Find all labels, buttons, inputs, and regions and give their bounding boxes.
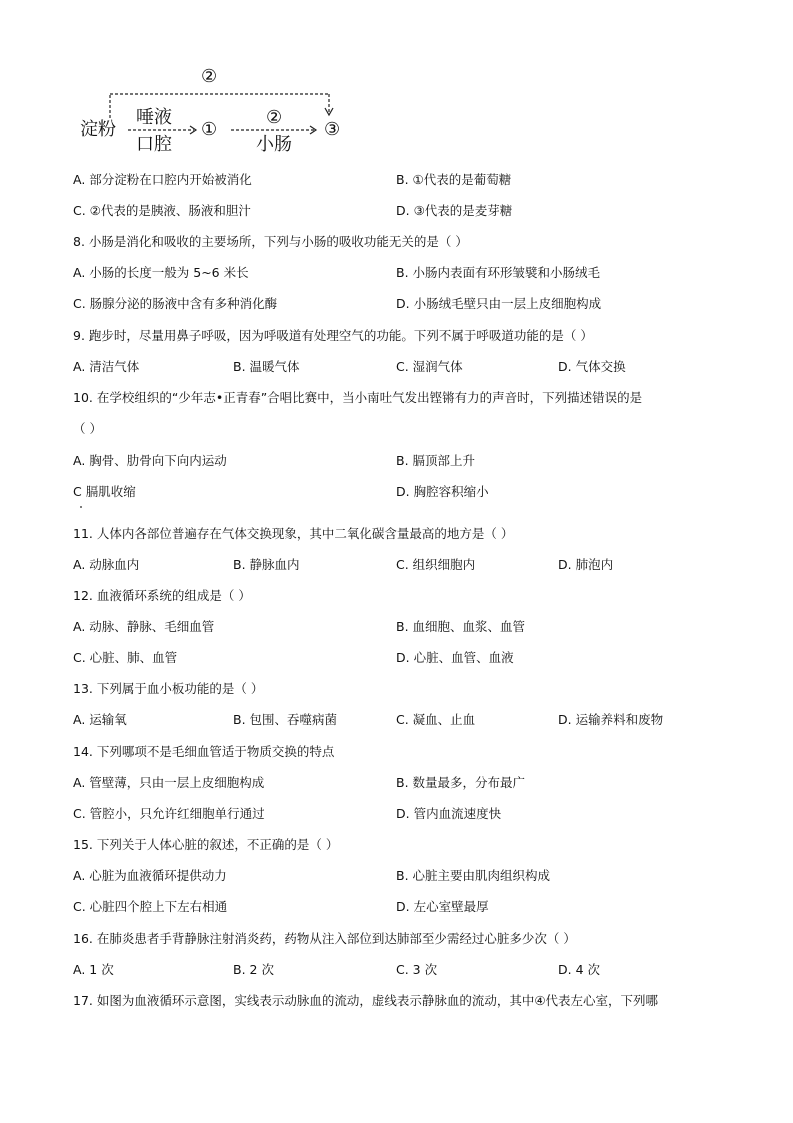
q16-option-a: A. 1 次 (73, 962, 114, 977)
q11-option-b: B. 静脉血内 (233, 557, 300, 572)
q7-option-d: D. ③代表的是麦芽糖 (396, 203, 513, 218)
print-dot (80, 506, 82, 508)
q14-option-a: A. 管壁薄，只由一层上皮细胞构成 (73, 775, 265, 790)
diagram-small-intestine: 小肠 (256, 134, 292, 155)
q10-option-a: A. 胸骨、肋骨向下向内运动 (73, 453, 227, 468)
q15-option-a: A. 心脏为血液循环提供动力 (73, 868, 227, 883)
q16-stem: 16. 在肺炎患者手背静脉注射消炎药，药物从注入部位到达肺部至少需经过心脏多少次（ ） (73, 931, 576, 946)
diagram-starch: 淀粉 (80, 119, 116, 140)
q8-option-a: A. 小肠的长度一般为 5~6 米长 (73, 265, 249, 280)
diagram-middle-label: ② (266, 107, 283, 128)
q7-option-b: B. ①代表的是葡萄糖 (396, 172, 512, 187)
q12-option-d: D. 心脏、血管、血液 (396, 650, 514, 665)
q14-option-b: B. 数量最多，分布最广 (396, 775, 526, 790)
q11-option-a: A. 动脉血内 (73, 557, 140, 572)
q8-option-c: C. 肠腺分泌的肠液中含有多种消化酶 (73, 296, 278, 311)
q15-stem: 15. 下列关于人体心脏的叙述，不正确的是（ ） (73, 837, 339, 852)
q13-option-c: C. 凝血、止血 (396, 712, 476, 727)
q12-option-b: B. 血细胞、血浆、血管 (396, 619, 526, 634)
diagram-node-3: ③ (324, 119, 341, 140)
q7-option-a: A. 部分淀粉在口腔内开始被消化 (73, 172, 252, 187)
q15-option-d: D. 左心室壁最厚 (396, 899, 489, 914)
q14-option-c: C. 管腔小，只允许红细胞单行通过 (73, 806, 265, 821)
q12-option-a: A. 动脉、静脉、毛细血管 (73, 619, 215, 634)
q17-stem: 17. 如图为血液循环示意图，实线表示动脉血的流动，虚线表示静脉血的流动，其中④代表左心室，下列哪 (73, 993, 659, 1008)
q9-option-d: D. 气体交换 (558, 359, 626, 374)
q16-option-c: C. 3 次 (396, 962, 438, 977)
q8-option-d: D. 小肠绒毛壁只由一层上皮细胞构成 (396, 296, 602, 311)
q13-option-d: D. 运输养料和废物 (558, 712, 664, 727)
q8-option-b: B. 小肠内表面有环形皱襞和小肠绒毛 (396, 265, 601, 280)
digestion-diagram (76, 64, 366, 164)
q8-stem: 8. 小肠是消化和吸收的主要场所，下列与小肠的吸收功能无关的是（ ） (73, 234, 468, 249)
q7-option-c: C. ②代表的是胰液、肠液和胆汁 (73, 203, 251, 218)
q12-stem: 12. 血液循环系统的组成是（ ） (73, 588, 251, 603)
q10-option-b: B. 膈顶部上升 (396, 453, 476, 468)
q15-option-b: B. 心脏主要由肌肉组织构成 (396, 868, 551, 883)
q13-option-b: B. 包围、吞噬病菌 (233, 712, 338, 727)
q12-option-c: C. 心脏、肺、血管 (73, 650, 178, 665)
q15-option-c: C. 心脏四个腔上下左右相通 (73, 899, 228, 914)
q11-option-d: D. 肺泡内 (558, 557, 614, 572)
q9-option-a: A. 清洁气体 (73, 359, 140, 374)
diagram-saliva: 唾液 (136, 107, 172, 128)
q16-option-d: D. 4 次 (558, 962, 600, 977)
q14-stem: 14. 下列哪项不是毛细血管适于物质交换的特点 (73, 744, 335, 759)
q11-stem: 11. 人体内各部位普遍存在气体交换现象，其中二氧化碳含量最高的地方是（ ） (73, 526, 514, 541)
q10-stem: 10. 在学校组织的“少年志•正青春”合唱比赛中，当小南吐气发出铿锵有力的声音时，下列描述错误的是 (73, 390, 643, 405)
q13-stem: 13. 下列属于血小板功能的是（ ） (73, 681, 264, 696)
diagram-arrows (76, 64, 366, 164)
q10-stem-bracket: （ ） (73, 421, 102, 436)
diagram-top-label: ② (201, 66, 218, 87)
diagram-mouth: 口腔 (136, 134, 172, 155)
q9-stem: 9. 跑步时，尽量用鼻子呼吸，因为呼吸道有处理空气的功能。下列不属于呼吸道功能的是（ ） (73, 328, 593, 343)
q9-option-c: C. 湿润气体 (396, 359, 463, 374)
q10-option-d: D. 胸腔容积缩小 (396, 484, 489, 499)
q14-option-d: D. 管内血流速度快 (396, 806, 502, 821)
q9-option-b: B. 温暖气体 (233, 359, 300, 374)
q16-option-b: B. 2 次 (233, 962, 274, 977)
q13-option-a: A. 运输氧 (73, 712, 127, 727)
q11-option-c: C. 组织细胞内 (396, 557, 476, 572)
q10-option-c: C 膈肌收缩 (73, 484, 136, 499)
diagram-node-1: ① (201, 119, 218, 140)
